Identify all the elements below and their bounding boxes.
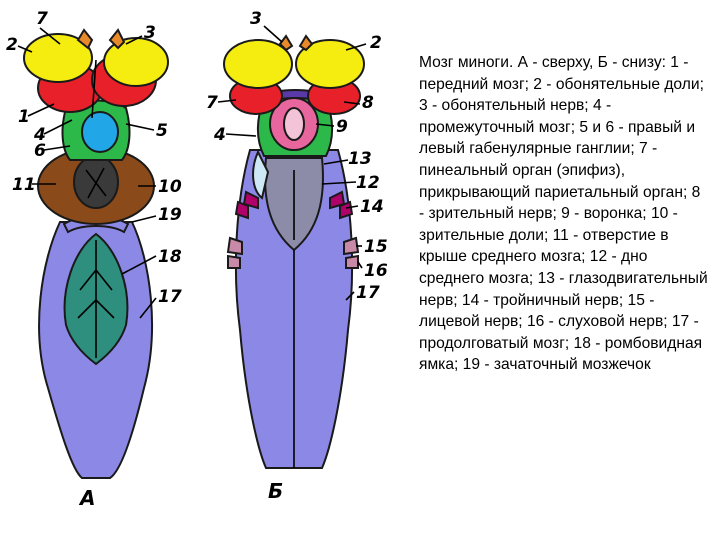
auditory-nerve-right-b: [346, 256, 358, 268]
brain-ventral-view: [218, 26, 366, 468]
facial-nerve-right-b: [344, 238, 358, 254]
label-7-a: 7: [36, 9, 48, 29]
view-label-b: Б: [268, 479, 284, 503]
trigeminal-nerve-left-b: [236, 202, 248, 218]
olfactory-lobe-right-a: [104, 38, 168, 86]
label-8-b: 8: [362, 93, 374, 113]
label-4-a: 4: [34, 125, 46, 145]
label-19-a: 19: [158, 205, 182, 225]
trigeminal-nerve-right-b: [340, 202, 352, 218]
label-17-b: 17: [356, 283, 380, 303]
facial-nerve-left-b: [228, 238, 242, 254]
label-16-b: 16: [364, 261, 388, 281]
label-14-b: 14: [360, 197, 384, 217]
label-2-a: 2: [6, 35, 18, 55]
label-18-a: 18: [158, 247, 182, 267]
label-9-b: 9: [336, 117, 348, 137]
figure-caption: Мозг миноги. А - сверху, Б - снизу: 1 - передний мозг; 2 - обонятельные доли; 3 - обонятельный нерв; 4 - промежуточный мозг; 5 и 6 - правый и левый габенулярные ганглии; 7 - пинеальный орган (эпифиз), прикрывающий париетальный орган; 8 - зрительный нерв; 9 - воронка; 10 - зрительные доли; 11 - отверстие в крыше среднего мозга; 12 - дно среднего мозга; 13 - глазодвигательный нерв; 14 - тройничный нерв; 15 - лицевой нерв; 16 - слуховой нерв; 17 - продолговатый мозг; 18 - ромбовидная ямка; 19 - зачаточный мозжечок: [419, 54, 708, 374]
label-2-b: 2: [370, 33, 382, 53]
pineal-organ-a: [82, 112, 118, 152]
label-11-a: 11: [12, 175, 36, 195]
label-13-b: 13: [348, 149, 372, 169]
auditory-nerve-left-b: [228, 256, 240, 268]
label-17-a: 17: [158, 287, 182, 307]
label-15-b: 15: [364, 237, 388, 257]
label-1-a: 1: [18, 107, 30, 127]
label-3-a: 3: [144, 23, 156, 43]
label-12-b: 12: [356, 173, 380, 193]
label-10-a: 10: [158, 177, 182, 197]
infundibulum-inner-b: [284, 108, 304, 140]
label-7-b: 7: [206, 93, 218, 113]
brain-dorsal-view: [18, 28, 168, 478]
view-label-a: А: [80, 486, 96, 510]
label-3-b: 3: [250, 9, 262, 29]
label-4-b: 4: [214, 125, 226, 145]
label-5-a: 5: [156, 121, 168, 141]
label-6-a: 6: [34, 141, 46, 161]
